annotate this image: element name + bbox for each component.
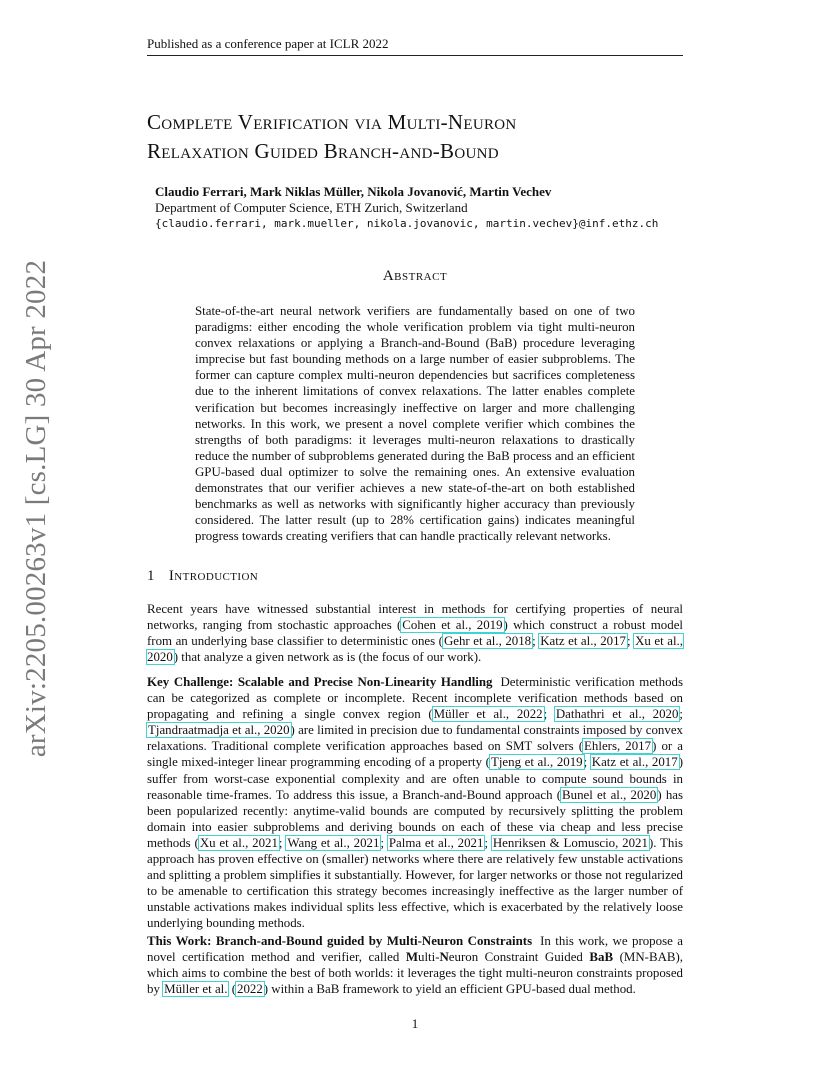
text-span: Recent years have witnessed substantial interest in methods for certifying properties of neural networks, ranging from stochastic approaches ( — [147, 602, 683, 633]
section-title: Introduction — [168, 568, 259, 584]
paper-title — [147, 108, 687, 166]
text-span: ; — [532, 634, 540, 649]
citation-link[interactable]: Wang et al., 2021 — [287, 835, 380, 850]
citation-link[interactable]: Xu et al., 2020 — [147, 634, 683, 665]
text-span: ). This approach has proven effective on (smaller) networks where there are relatively few unstable activations and splitting a problem simplifies it substantially. However, for larger networks or those not regularized to be amenable to certification this strategy becomes increasingly ineffective as the larger number of unstable activations makes individual splits less effective, which is exacerbated by the relatively loose underlying bounding methods. — [147, 835, 683, 931]
citation-link[interactable]: Henriksen & Lomuscio, 2021 — [492, 835, 648, 850]
text-span: ; — [380, 835, 388, 850]
citation-link[interactable]: Katz et al., 2017 — [540, 634, 626, 649]
text-span: ) are limited in precision due to fundamental constraints imposed by convex relaxations. Traditional complete verification approaches based on SMT solvers ( — [147, 723, 683, 754]
citation-link[interactable]: Müller et al., 2022 — [433, 707, 543, 722]
text-span: ) that analyze a given network as is (the focus of our work). — [173, 650, 482, 665]
citation-link[interactable]: Katz et al., 2017 — [591, 755, 678, 770]
text-span: ; — [627, 634, 635, 649]
section-heading-introduction — [147, 568, 683, 585]
text-span: In this work, we propose a novel certification method and verifier, called — [147, 934, 683, 965]
text-span: euron Constraint Guided — [448, 950, 590, 965]
text-span: ( — [228, 982, 236, 997]
citation-link[interactable]: Bunel et al., 2020 — [562, 787, 657, 802]
citation-link[interactable]: Tjeng et al., 2019 — [490, 755, 583, 770]
citation-link[interactable]: Tjandraatmadja et al., 2020 — [148, 723, 290, 738]
title-line-2: Relaxation Guided Branch-and-Bound — [147, 139, 499, 163]
citation-link[interactable]: Xu et al., 2021 — [199, 835, 278, 850]
citation-link[interactable]: Dathathri et al., 2020 — [555, 707, 679, 722]
text-span: ulti- — [418, 950, 440, 965]
text-span: ; — [583, 755, 591, 770]
citation-link[interactable]: 2022 — [237, 982, 263, 997]
citation-link[interactable]: Palma et al., 2021 — [388, 835, 484, 850]
bold-letter: M — [405, 950, 418, 965]
paragraph-lead: This Work: Branch-and-Bound guided by Multi-Neuron Constraints — [147, 934, 533, 948]
abstract-heading: Abstract — [382, 268, 448, 284]
citation-link[interactable]: Gehr et al., 2018 — [443, 634, 532, 649]
text-span: ) or a single mixed-integer linear programming encoding of a property ( — [147, 739, 683, 770]
title-line-1: Complete Verification via Multi-Neuron — [147, 110, 517, 134]
conference-header: Published as a conference paper at ICLR 2022 — [147, 36, 683, 56]
intro-paragraph-2 — [147, 674, 683, 932]
author-email: {claudio.ferrari, mark.mueller, nikola.jovanovic, martin.vechev}@inf.ethz.ch — [155, 217, 659, 230]
intro-paragraph-1 — [147, 601, 683, 665]
bold-term: BaB — [589, 950, 614, 965]
text-span: ) within a BaB framework to yield an efficient GPU-based dual method. — [263, 982, 636, 997]
citation-link[interactable]: Cohen et al., 2019 — [402, 618, 503, 633]
text-span: ; — [543, 707, 555, 722]
section-number: 1 — [147, 568, 155, 584]
text-span: ) which construct a robust model from an underlying base classifier to deterministic ones ( — [147, 618, 684, 649]
author-affiliation: Department of Computer Science, ETH Zurich, Switzerland — [155, 200, 468, 215]
author-block — [155, 184, 675, 232]
bold-letter: N — [439, 950, 449, 965]
text-span: ; — [484, 835, 492, 850]
page-number: 1 — [411, 1016, 419, 1031]
text-span: Deterministic verification methods can be categorized as complete or incomplete. Recent incomplete verification methods based on propagating and refining a single convex region ( — [147, 675, 683, 722]
abstract-text: State-of-the-art neural network verifiers are fundamentally based on one of two paradigms: either encoding the whole verification problem via tight multi-neuron convex relaxations or applying a Branch-and-Bound (BaB) procedure leveraging imprecise but fast bounding methods on a large number of easier subproblems. The former can capture complex multi-neuron dependencies but sacrifices completeness due to the inherent limitations of convex relaxations. The latter enables complete verification but becomes increasingly ineffective on larger and more challenging networks. In this work, we present a novel complete verifier which combines the strengths of both paradigms: it leverages multi-neuron relaxations to drastically reduce the number of subproblems generated during the BaB process and an efficient GPU-based dual optimizer to solve the remaining ones. An extensive evaluation demonstrates that our verifier achieves a new state-of-the-art on both established benchmarks as well as networks with significantly higher accuracy than previously considered. The latter result (up to 28% certification gains) indicates meaningful progress towards creating verifiers that can handle practically relevant networks. — [195, 304, 635, 544]
arxiv-stamp-text: arXiv:2205.00263v1 [cs.LG] 30 Apr 2022 — [20, 259, 53, 757]
intro-paragraph-3 — [147, 933, 683, 997]
paragraph-lead: Key Challenge: Scalable and Precise Non-Linearity Handling — [147, 675, 493, 689]
arxiv-stamp — [18, 259, 56, 757]
author-names: Claudio Ferrari, Mark Niklas Müller, Nikola Jovanović, Martin Vechev — [155, 184, 552, 199]
text-span: ; — [278, 835, 287, 850]
citation-link[interactable]: Müller et al. — [164, 982, 228, 997]
text-span: ) has been popularized recently: anytime-valid bounds are computed by recursively splitting the problem domain into easier subproblems and deriving bounds on each of these via cheap and less precise methods ( — [147, 787, 683, 850]
text-span: ; — [679, 707, 683, 722]
text-span: (MN-BAB), which aims to combine the best of both worlds: it leverages the tight multi-neuron constraints proposed by — [147, 950, 683, 997]
text-span: ) suffer from worst-case exponential complexity and are often unable to compute sound bounds in reasonable time-frames. To address this issue, a Branch-and-Bound approach ( — [147, 755, 683, 802]
citation-link[interactable]: Ehlers, 2017 — [584, 739, 652, 754]
